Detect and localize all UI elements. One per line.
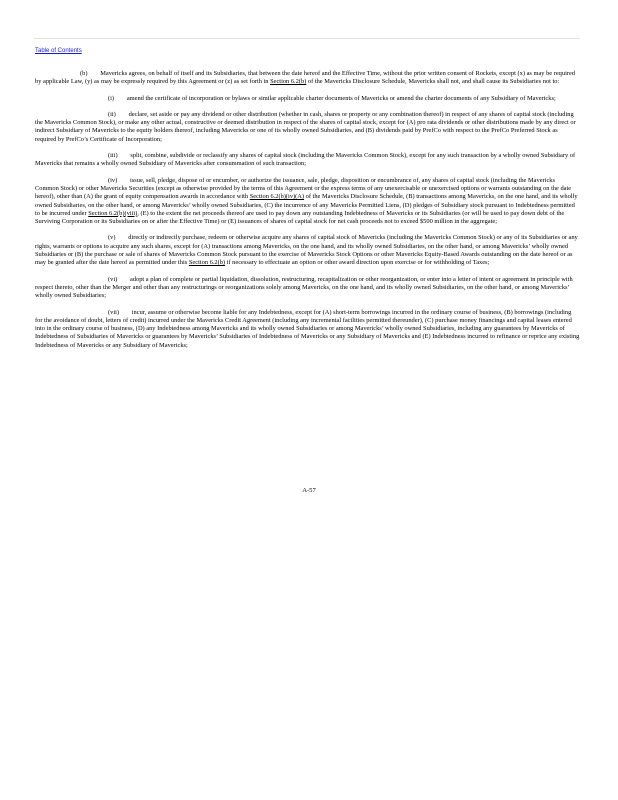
page-number: A-57	[302, 487, 316, 494]
section-link[interactable]: Section 6.2(b)	[270, 78, 307, 86]
clause-ii: (ii) declare, set aside or pay any dividend or other distribution (whether in cash, shares or property or any combination thereof) in respect of any shares of capital stock (including the Mavericks Common Stock), or make any other actual, constructive or deemed distribution in respect of the shares of capital stock, except for (A) pro rata dividends or other distributions made by any direct or indirect Subsidiary of Mavericks to the equity holders thereof, including Mavericks or one of its wholly owned Subsidiaries, and (B) dividends paid by PrefCo with respect to the PrefCo Preferred Stock as required by PrefCo’s Certificate of Incorporation;	[35, 110, 576, 143]
clause-iv: (iv) issue, sell, pledge, dispose of or encumber, or authorize the issuance, sale, pledge, disposition or encumbrance of, any shares of capital stock (including the Mavericks Common Stock) or other Mavericks Securities (except as otherwise provided by the terms of this Agreement or the express terms of any unexercisable or unexercised options or warrants outstanding on the date hereof), other than (A) the grant of equity compensation awards in accordance with Section 6.2(b)(iv)(A) of the Mavericks Disclosure Schedule, (B) transactions among Mavericks, on the one hand, and its wholly owned Subsidiaries, on the other hand, or among Mavericks’ wholly owned Subsidiaries, (C) the incurrence of any Mavericks Permitted Liens, (D) pledges of Subsidiary stock pursuant to Indebtedness permitted to be incurred under Section 6.2(b)(viii), (E) to the extent the net proceeds thereof are used to pay down any outstanding Indebtedness of Mavericks or its Subsidiaries (or will be used to pay down debt of the Surviving Corporation or its Subsidiaries on or after the Effective Time) or (E) issuances of shares of capital stock for net cash proceeds not to exceed $500 million in the aggregate;	[35, 176, 578, 226]
top-divider	[34, 38, 580, 39]
paragraph-b: (b) Mavericks agrees, on behalf of itself and its Subsidiaries, that between the date hereof and the Effective Time, without the prior written consent of Rockets, except (x) as may be required by applicable Law, (y) as may be expressly required by this Agreement or (z) as set forth in Section 6.2(b) of the Mavericks Disclosure Schedule, Mavericks shall not, and shall cause its Subsidiaries not to:	[35, 70, 576, 86]
table-of-contents-link[interactable]: Table of Contents	[35, 48, 82, 54]
clause-i: (i) amend the certificate of incorporation or bylaws or similar applicable charter documents of Mavericks or amend the charter documents of any Subsidiary of Mavericks;	[108, 94, 556, 102]
clause-iii: (iii) split, combine, subdivide or reclassify any shares of capital stock (including the Mavericks Common Stock), except for any such transaction by a wholly owned Subsidiary of Mavericks that remains a wholly owned Subsidiary of Mavericks after consummation of such transaction;	[35, 152, 576, 168]
clause-vi: (vi) adopt a plan of complete or partial liquidation, dissolution, restructuring, recapitalization or other reorganization, or enter into a letter of intent or agreement in principle with respect thereto, other than the Merger and other than any restructurings or reorganizations solely among Mavericks, on the one hand, and its wholly owned Subsidiaries, on the other hand, or among Mavericks’ wholly owned Subsidiaries;	[35, 275, 573, 300]
clause-v: (v) directly or indirectly purchase, redeem or otherwise acquire any shares of capital stock of Mavericks (including the Mavericks Common Stock) or any of its Subsidiaries or any rights, warrants or options to acquire any such shares, except for (A) transactions among Mavericks, on the one hand, and its wholly owned Subsidiaries, on the other hand, or among Mavericks’ wholly owned Subsidiaries or (B) the purchase or sale of shares of Mavericks Common Stock pursuant to the exercise of Mavericks Stock Options or other Mavericks Equity-Based Awards outstanding on the date hereof or as may be granted after the date hereof as permitted under this Section 6.2(b) if necessary to effectuate an option or other award direction upon exercise or for withholding of Taxes;	[35, 234, 578, 267]
section-link[interactable]: Section 6.2(b)	[188, 259, 226, 267]
clause-vii: (vii) incur, assume or otherwise become liable for any Indebtedness, except for (A) short-term borrowings incurred in the ordinary course of business, (B) borrowings (including for the avoidance of doubt, letters of credit) incurred under the Mavericks Credit Agreement (including any incremental facilities permitted thereunder), (C) purchase money financings and capital leases entered into in the ordinary course of business, (D) any Indebtedness among Mavericks and its wholly owned Subsidiaries or among Mavericks’ wholly owned Subsidiaries, including any guarantees by Mavericks of Indebtedness of Subsidiaries of Mavericks or guarantees by Mavericks’ Subsidiaries of Indebtedness of Mavericks or any Subsidiary of Mavericks and (E) Indebtedness incurred to refinance or reprice any existing Indebtedness of Mavericks or any Subsidiary of Mavericks;	[35, 308, 580, 349]
document-body	[35, 70, 580, 358]
section-link[interactable]: Section 6.2(b)(viii)	[88, 209, 138, 217]
section-link[interactable]: Section 6.2(b)(iv)(A)	[249, 193, 305, 201]
